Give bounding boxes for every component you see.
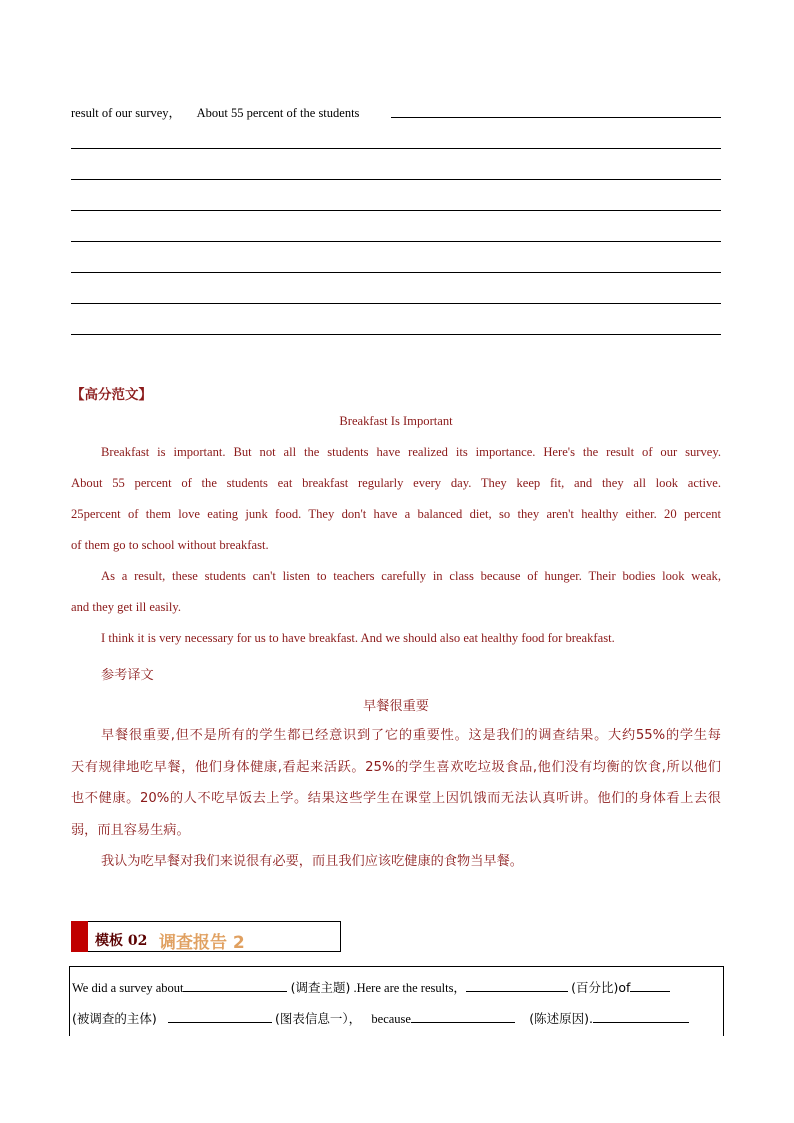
answer-line[interactable] <box>391 117 721 118</box>
survey-prompt-prefix: result of our survey， <box>71 106 182 120</box>
answer-line[interactable] <box>71 303 721 304</box>
template-text: (百分比)of <box>571 980 631 995</box>
essay-p2-line: As a result, these students can't listen to teachers carefully in class because of hunger. Their bodies look weak, <box>101 569 721 583</box>
template-text: We did a survey about <box>72 981 184 995</box>
answer-line[interactable] <box>71 179 721 180</box>
template-header-box <box>71 921 341 952</box>
template-text: because <box>371 1012 411 1026</box>
model-essay-header: 【高分范文】 <box>71 387 152 403</box>
essay-p1-line: 25percent of them love eating junk food. They don't have a balanced diet, so they aren't healthy either. 20 percent <box>71 507 721 521</box>
translation-label: 参考译文 <box>101 668 154 683</box>
template-title: 调查报告 2 <box>159 933 245 953</box>
translation-p1-line: 也不健康。20%的人不吃早饭去上学。结果这些学生在课堂上因饥饿而无法认真听讲。他们的身体看上去很 <box>71 791 721 806</box>
survey-prompt-text: About 55 percent of the students <box>196 106 360 120</box>
essay-p1-line: of them go to school without breakfast. <box>71 538 269 552</box>
translation-p1-line: 早餐很重要,但不是所有的学生都已经意识到了它的重要性。这是我们的调查结果。大约55%的学生每 <box>101 728 721 743</box>
template-text: (图表信息一）， <box>275 1011 362 1026</box>
essay-p1-line: About 55 percent of the students eat breakfast regularly every day. They keep fit, and they all look active. <box>71 476 721 490</box>
translation-p1-line: 弱，而且容易生病。 <box>71 822 190 838</box>
template-label: 模板 02 <box>95 933 148 949</box>
answer-line[interactable] <box>71 148 721 149</box>
essay-p2-line: and they get ill easily. <box>71 600 182 614</box>
template-line-2 <box>72 1009 689 1027</box>
answer-line[interactable] <box>71 272 721 273</box>
template-text: (调查主题) <box>290 980 351 995</box>
answer-line[interactable] <box>71 210 721 211</box>
blank-field[interactable] <box>630 979 670 992</box>
essay-title: Breakfast Is Important <box>339 414 453 428</box>
template-text: (被调查的主体) <box>72 1011 157 1026</box>
essay-p3: I think it is very necessary for us to have breakfast. And we should also eat healthy food for breakfast. <box>101 631 615 645</box>
template-line-1 <box>72 978 670 996</box>
template-box <box>69 966 724 1036</box>
essay-p1-line: Breakfast is important. But not all the students have realized its importance. Here's the result of our survey. <box>101 445 721 459</box>
answer-line[interactable] <box>71 334 721 335</box>
blank-field[interactable] <box>593 1010 689 1023</box>
essay-body <box>71 437 721 654</box>
template-text: (陈述原因). <box>529 1011 593 1026</box>
blank-field[interactable] <box>168 1010 272 1023</box>
template-header-accent <box>71 921 88 952</box>
translation-p2: 我认为吃早餐对我们来说很有必要，而且我们应该吃健康的食物当早餐。 <box>101 854 523 869</box>
survey-prompt-line <box>71 103 359 121</box>
template-text: .Here are the results， <box>353 981 466 995</box>
translation-title: 早餐很重要 <box>363 699 429 714</box>
answer-line[interactable] <box>71 241 721 242</box>
blank-field[interactable] <box>411 1010 515 1023</box>
blank-field[interactable] <box>183 979 287 992</box>
translation-p1-line: 天有规律地吃早餐，他们身体健康,看起来活跃。25%的学生喜欢吃垃圾食品,他们没有均衡的饮食,所以他们 <box>71 759 721 775</box>
blank-field[interactable] <box>466 979 568 992</box>
translation-body <box>71 720 721 878</box>
